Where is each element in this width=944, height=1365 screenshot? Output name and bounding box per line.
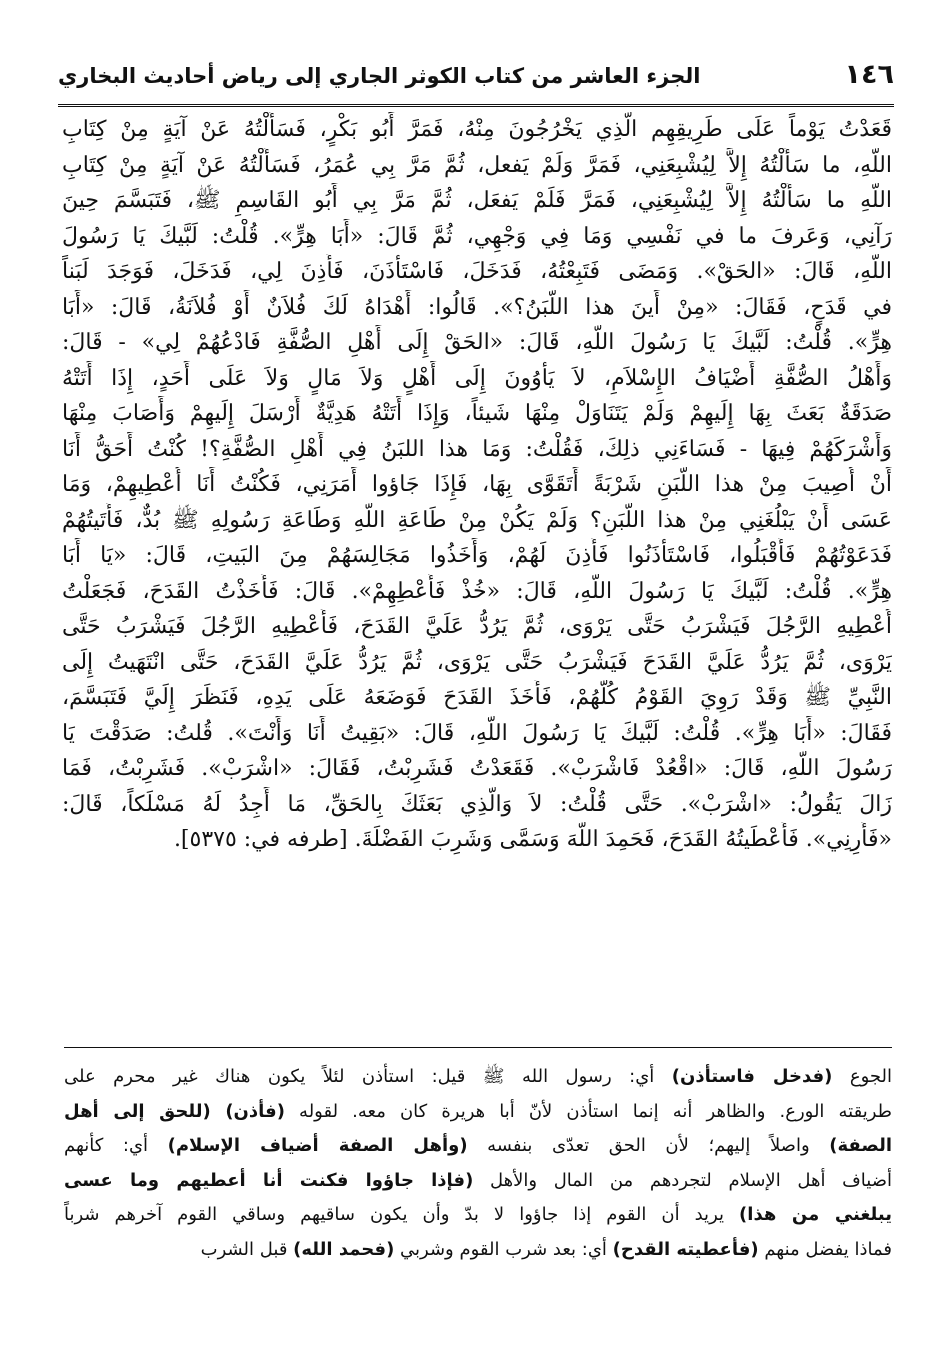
footnote-text: أضياف أهل الإسلام لتجردهم من المال والأهل	[473, 1169, 892, 1191]
text-line: أَنْ أُصِيبَ مِنْ هذا اللَّبَنِ شَرْبَةً أَتَقَوَّى بِهَا، فَإِذَا جَاؤوا أَمَرَنِي، فَكُنْتُ أَنَا أُعْطِيهِمْ، وَمَا	[62, 472, 892, 497]
hadith-text	[62, 112, 892, 858]
footnote-line	[64, 1060, 892, 1095]
header-rule	[58, 104, 894, 107]
text-line: اللّهِ، قَالَ: «الحَقْ». وَمَضَى فَتَبِعْتُهُ، فَدَخَلَ، فَاسْتَأْذَنَ، فَأَذِنَ لِي، فَدَخَلَ، فَوَجَدَ لَبَناً	[62, 259, 892, 284]
text-line: عَسَى أَنْ يَبْلُغَنِي مِنْ هذا اللَّبَنِ؟ وَلَمْ يَكُنْ مِنْ طَاعَةِ اللّهِ وَطَاعَةِ رَسُولِهِ ﷺ بُدٌّ، فَأَتَيتُهُمْ	[62, 507, 892, 533]
footnote-line	[64, 1095, 892, 1130]
footnote-quote: يبلغني من هذا)	[739, 1204, 892, 1226]
footnote-line	[64, 1164, 892, 1199]
text-line: صَدَقَةٌ بَعَثَ بِهَا إِلَيهِمْ وَلَمْ يَتَنَاوَلْ مِنْهَا شَيئاً، وَإِذَا أَتَتْهُ هَدِيَّةٌ أَرْسَلَ إِلَيهِمْ وَأَصَابَ مِنْهَا	[62, 401, 892, 426]
footnote-text: واصلاً إليهم؛ لأن الحق تعدّى بنفسه	[467, 1135, 830, 1157]
text-line: وَأَشْرَكَهُمْ فِيهَا - فَسَاءَنِي ذلِكَ، فَقُلْتُ: وَمَا هذا اللبَنُ فِي أَهْلِ الصُّفَّةِ؟! كُنْتُ أَحَقُّ أَنَا	[62, 436, 892, 462]
footnote-text: أي: رسول الله ﷺ قيل: استأذن لئلاً يكون هناك غير محرم على	[64, 1066, 672, 1087]
text-line: وَأَهْلُ الصُّفَّةِ أَضْيَافُ الإِسْلاَمِ، لاَ يَأْوُونَ إِلَى أَهْلٍ وَلاَ مَالٍ وَلاَ عَلَى أَحَدٍ، إِذَا أَتَتْهُ	[62, 365, 892, 391]
footnote-text: فماذا يفضل منهم	[758, 1238, 892, 1260]
text-line: أُعْطِيهِ الرَّجُلَ فَيَشْرَبُ حَتَّى يَرْوَى، ثُمَّ يَرُدُّ عَلَيَّ القَدَحَ، فَأُعْطِيهِ الرَّجُلَ فَيَشْرَبُ حَتَّى	[62, 614, 892, 639]
footnote-quote: (فأذن) (للحق إلى أهل	[64, 1100, 285, 1122]
footnote-text: الجوع	[832, 1066, 892, 1087]
footnote-text: أي: كأنهم	[64, 1135, 168, 1157]
text-line: رَآنِي، وَعَرفَ ما في نَفْسِي وَمَا فِي وَجْهِي، ثُمَّ قَالَ: «أَبَا هِرٍّ». قُلْتُ: لَبَّيكَ يَا رَسُولَ	[62, 223, 892, 249]
footnote-text: طريقته الورع. والظاهر أنه إنما استأذن لأنّ أبا هريرة كان معه. لقوله	[284, 1100, 892, 1122]
footnote-quote: (فدخل فاستأذن)	[671, 1066, 833, 1087]
footnote-text: أي: بعد شرب القوم وشربي	[394, 1238, 613, 1260]
footnote-line	[64, 1233, 892, 1268]
text-line: هِرٍّ». قُلْتُ: لَبَّيكَ يَا رَسُولَ اللّهِ، قَالَ: «الحَقْ إِلَى أَهْلِ الصُّفَّةِ فَادْعُهُمْ لِي» - قَالَ:	[62, 330, 892, 355]
footnote-quote: (وأهل الصفة أضياف الإسلام)	[167, 1135, 468, 1157]
text-line: هِرٍّ». قُلْتُ: لَبَّيكَ يَا رَسُولَ اللّهِ، قَالَ: «خُذْ فَأَعْطِهِمْ». قَالَ: فَأَخَذْتُ القَدَحَ، فَجَعَلْتُ	[62, 578, 892, 604]
footnote-text: قبل الشرب	[200, 1238, 294, 1260]
text-line: قَعَدْتُ يَوْماً عَلَى طَرِيقِهِم الَّذِي يَخْرُجُونَ مِنْهُ، فَمَرَّ أَبُو بَكْرٍ، فَسَأَلْتُهُ عَنْ آيَةٍ مِنْ كِتَابِ	[62, 117, 892, 142]
text-line: النَّبِيِّ ﷺ وَقَدْ رَوِيَ القَوْمُ كُلُّهُمْ، فَأَخَذَ القَدَحَ فَوَضَعَهُ عَلَى يَدِهِ، فَنَظَرَ إِلَيَّ فَتَبَسَّمَ،	[62, 685, 892, 710]
commentary-footnotes	[64, 1060, 892, 1268]
text-line: فَقَالَ: «أَبَا هِرٍّ». قُلْتُ: لَبَّيكَ يَا رَسُولَ اللّهِ، قَالَ: «بَقِيتُ أَنَا وَأَنْتَ». قُلتُ: صَدَقْتَ يَا	[62, 720, 892, 746]
footnote-line	[64, 1198, 892, 1233]
footnote-text: يريد أن القوم إذا جاؤوا لا بدّ وأن يكون ساقيهم وساقي القوم آخرهم شرباً	[64, 1204, 740, 1226]
text-line: زَالَ يَقُولُ: «اشْرَبْ». حَتَّى قُلْتُ: لاَ وَالَّذِي بَعَثَكَ بِالحَقِّ، مَا أَجِدُ لَهُ مَسْلَكاً، قَالَ:	[62, 791, 892, 817]
text-line: رَسُولَ اللّهِ، قَالَ: «اقْعُدْ فَاشْرَبْ». فَقَعَدْتُ فَشَرِبْتُ، فَقَالَ: «اشْرَبْ». فَشَرِبْتُ، فَمَا	[62, 756, 892, 781]
running-title: الجزء العاشر من كتاب الكوثر الجاري إلى رياض أحاديث البخاري	[58, 64, 701, 88]
text-line: يَرْوَى، ثُمَّ يَرُدُّ عَلَيَّ القَدَحَ فَيَشْرَبُ حَتَّى يَرْوَى، ثُمَّ يَرُدُّ عَلَيَّ القَدَحَ، حَتَّى انْتَهَيتُ إِلَى	[62, 649, 892, 675]
footnote-quote: (فإذا جاؤوا فكنت أنا أعطيهم وما عسى	[64, 1169, 474, 1191]
text-line: في قَدَحٍ، فَقَالَ: «مِنْ أَينَ هذا اللَّبَنُ؟». قَالُوا: أَهْدَاهُ لَكَ فُلاَنٌ أَوْ فُلاَنَةُ، قَالَ: «أَبَا	[62, 294, 892, 320]
footnote-quote: الصفة)	[829, 1135, 892, 1157]
text-line: اللّهِ، ما سَأَلْتُهُ إِلاَّ لِيُشْبِعَنِي، فَمَرَّ وَلَمْ يَفعل، ثُمَّ مَرَّ بِي عُمَرُ، فَسَأَلْتُهُ عَنْ آيَةٍ مِنْ كِتَابِ	[62, 152, 892, 178]
footnote-line	[64, 1129, 892, 1164]
text-line: اللّهِ ما سَأَلْتُهُ إِلاَّ لِيُشْبِعَنِي، فَمَرَّ فَلَمْ يَفعَل، ثُمَّ مَرَّ بِي أَبُو القَاسِمِ ﷺ، فَتَبَسَّمَ حِينَ	[62, 188, 892, 213]
text-line: فَدَعَوْتُهُمْ فَأَقْبَلُوا، فَاسْتَأْذَنُوا فَأَذِنَ لَهُمْ، وَأَخَذُوا مَجَالِسَهُمْ مِنَ البَيتِ، قَالَ: «يَا أَبَا	[62, 543, 892, 568]
footnote-quote: (فحمد الله)	[293, 1238, 395, 1260]
page-header	[58, 58, 894, 102]
text-line: «فَأَرِنِي». فَأَعْطَيتُهُ القَدَحَ، فَحَمِدَ اللّهَ وَسَمَّى وَشَرِبَ الفَضْلَةَ. [طرفه في: ٥٣٧٥].	[173, 827, 892, 852]
footnote-quote: (فأعطيته القدح)	[612, 1238, 759, 1260]
page-number: ١٤٦	[844, 59, 894, 90]
footnote-rule	[64, 1047, 892, 1048]
